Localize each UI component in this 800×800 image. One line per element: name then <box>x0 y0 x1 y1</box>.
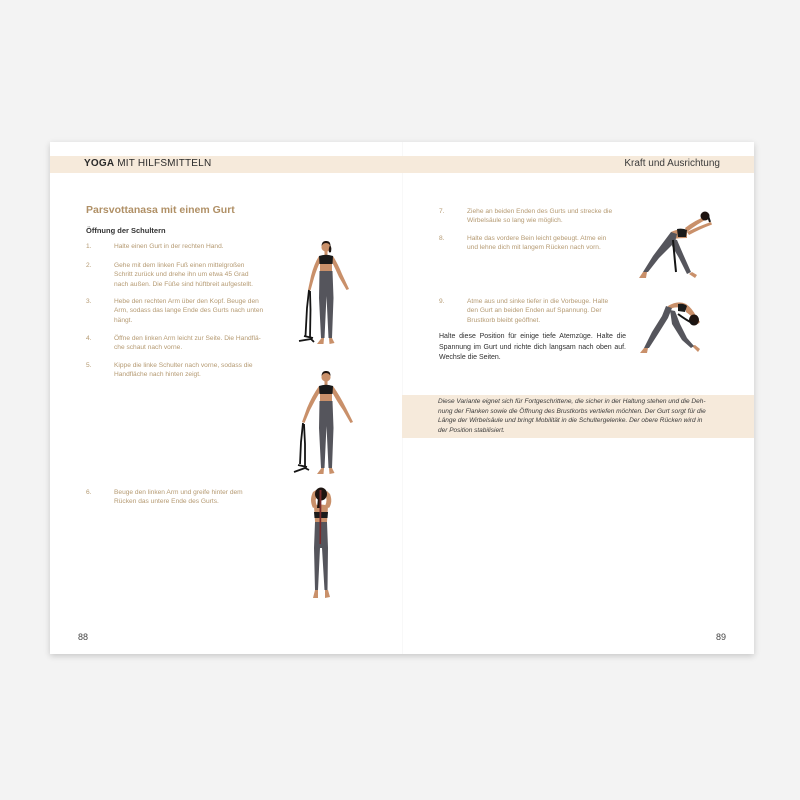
step-number: 1. <box>86 243 92 250</box>
page-number-right: 89 <box>715 632 726 642</box>
step-line: nach außen. Die Füße sind hüftbreit aufgestellt. <box>114 280 253 288</box>
step-number: 3. <box>86 298 92 305</box>
step-number: 7. <box>439 208 445 215</box>
step-line: Schritt zurück und drehe ihn um etwa 45 Grad <box>114 271 249 279</box>
step-text <box>114 361 253 380</box>
step-number: 9. <box>439 298 445 305</box>
step-text <box>467 297 608 325</box>
step-line: che schaut nach vorne. <box>114 344 183 352</box>
page-number-left: 88 <box>78 632 89 642</box>
book-title-bold: YOGA <box>84 158 115 169</box>
note-line: nung der Flanken sowie die Öffnung des Brustkorbs vertiefen möchten. Der Gurt sorgt für die <box>438 407 706 415</box>
book-spread <box>50 142 754 654</box>
yoga-figure-strap-behind-back <box>286 482 356 610</box>
step-line: Rücken das untere Ende des Gurts. <box>114 498 219 506</box>
yoga-figure-standing-strap <box>276 238 366 352</box>
yoga-figure-lean-forward <box>635 202 725 282</box>
step-line: Ziehe an beiden Enden des Gurts und strecke die <box>467 208 613 215</box>
step-line: Brustkorb bleibt geöffnet. <box>467 316 541 324</box>
hold-instructions: Halte diese Position für einige tiefe Atemzüge. Halte die Spannung im Gurt und richte dich langsam nach oben auf. Wechsle die Seiten. <box>439 333 626 361</box>
step-number: 8. <box>439 235 445 242</box>
note-line: Diese Variante eignet sich für Fortgeschrittene, die sicher in der Haltung stehen und die Deh- <box>438 398 706 405</box>
step-line: Beuge den linken Arm und greife hinter dem <box>114 489 243 496</box>
step-line: Öffne den linken Arm leicht zur Seite. Die Handflä- <box>114 335 261 342</box>
step-line: Kippe die linke Schulter nach vorne, sodass die <box>114 362 253 369</box>
note-line: Länge der Wirbelsäule und bringt Mobilität in die Schultergelenke. Der obere Rücken wird in <box>438 417 703 425</box>
step-line: hängt. <box>114 316 133 324</box>
section-title: Kraft und Ausrichtung <box>624 158 720 169</box>
book-title-rest: MIT HILFSMITTELN <box>114 158 212 169</box>
step-line: Wirbelsäule so lang wie möglich. <box>467 217 563 225</box>
step-line: und lehne dich mit langem Rücken nach vorn. <box>467 244 601 252</box>
advanced-note <box>438 397 722 435</box>
step-line: Halte das vordere Bein leicht gebeugt. Atme ein <box>467 235 607 242</box>
step-text <box>114 297 263 325</box>
exercise-subtitle: Öffnung der Schultern <box>86 226 166 235</box>
step-text: Halte einen Gurt in der rechten Hand. <box>114 243 224 250</box>
note-line: der Position stabilisiert. <box>438 426 505 434</box>
yoga-figure-forward-fold <box>638 294 718 356</box>
step-number: 6. <box>86 489 92 496</box>
yoga-figure-arms-open <box>276 368 366 482</box>
step-text <box>114 488 243 507</box>
step-number: 4. <box>86 335 92 342</box>
step-text <box>114 334 261 353</box>
step-text <box>467 234 606 253</box>
step-text <box>114 261 253 289</box>
step-line: Handfläche nach hinten zeigt. <box>114 371 201 379</box>
book-title <box>84 158 211 169</box>
step-line: Gehe mit dem linken Fuß einen mittelgroßen <box>114 262 245 269</box>
step-line: Atme aus und sinke tiefer in die Vorbeuge. Halte <box>467 298 609 305</box>
step-number: 2. <box>86 262 92 269</box>
step-line: den Gurt an beiden Enden auf Spannung. Der <box>467 307 602 315</box>
exercise-title: Parsvottanasa mit einem Gurt <box>86 204 235 216</box>
step-line: Hebe den rechten Arm über den Kopf. Beuge den <box>114 298 259 305</box>
step-line: Arm, sodass das lange Ende des Gurts nach unten <box>114 307 264 315</box>
step-text <box>467 207 612 226</box>
step-number: 5. <box>86 362 92 369</box>
